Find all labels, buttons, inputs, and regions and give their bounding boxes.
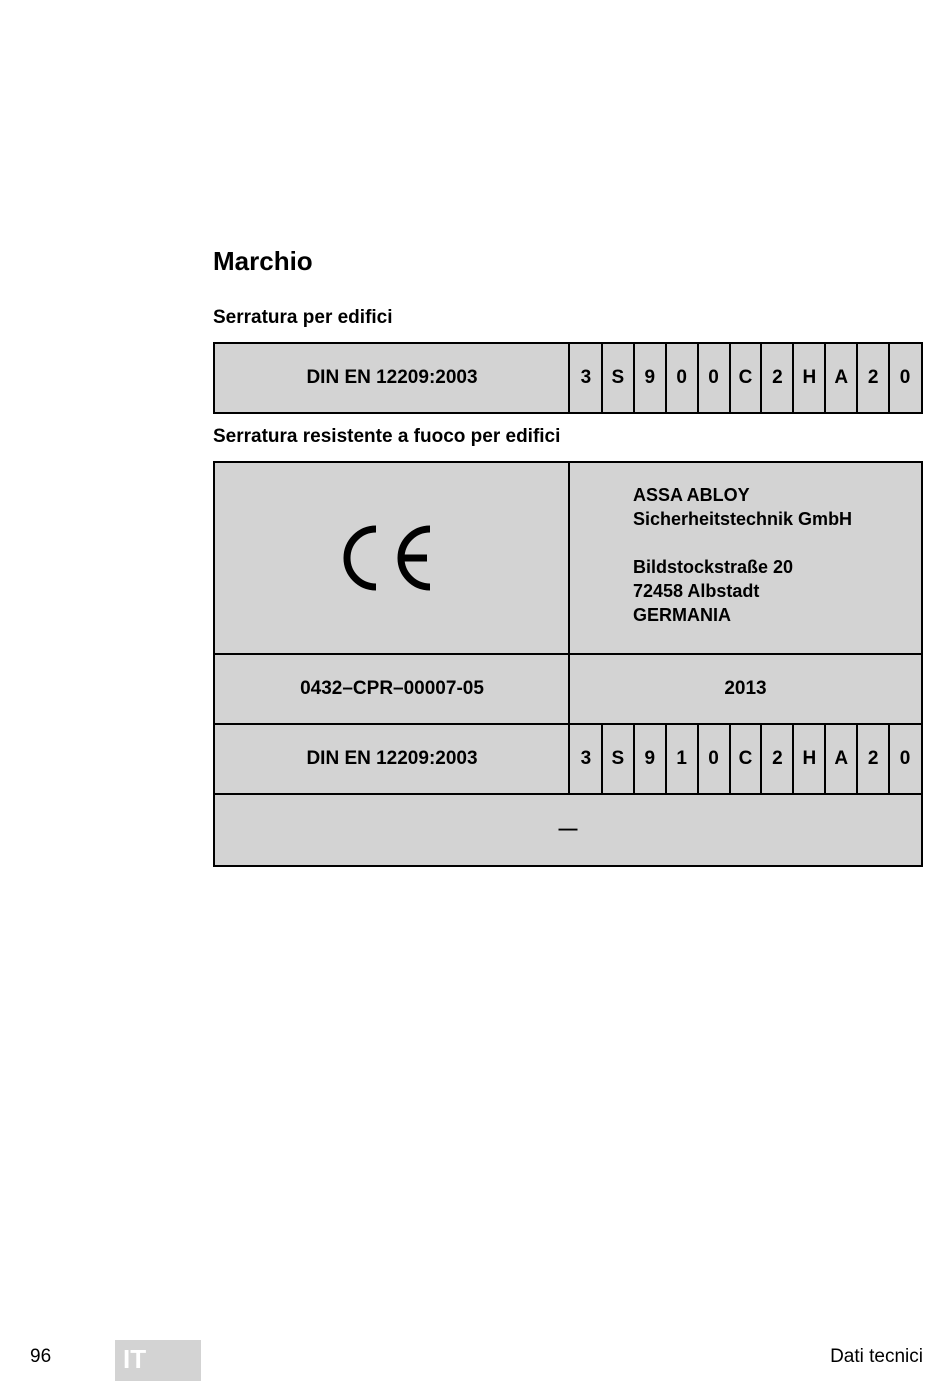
- code-digit: C: [738, 367, 753, 388]
- classification-code: [570, 344, 921, 412]
- code-divider: [824, 344, 826, 412]
- code-divider: [760, 344, 762, 412]
- code-digit: 2: [867, 748, 879, 769]
- page-title: Marchio: [213, 246, 313, 276]
- code-divider: [601, 725, 603, 793]
- code-divider: [665, 725, 667, 793]
- note-row: —: [558, 819, 578, 840]
- standard-label: DIN EN 12209:2003: [306, 748, 478, 769]
- certificate-number: 0432–CPR–00007-05: [300, 678, 484, 699]
- year: 2013: [724, 678, 767, 699]
- section-name: Dati tecnici: [830, 1346, 923, 1367]
- code-digit: H: [802, 748, 817, 769]
- code-divider: [601, 344, 603, 412]
- code-digit: 3: [580, 367, 592, 388]
- code-divider: [697, 344, 699, 412]
- code-divider: [792, 344, 794, 412]
- code-divider: [665, 344, 667, 412]
- classification-table-2: [213, 461, 923, 867]
- code-divider: [856, 725, 858, 793]
- ce-mark: [215, 463, 569, 653]
- language-badge: [115, 1340, 201, 1381]
- code-digit: 0: [899, 748, 911, 769]
- code-digit: 2: [772, 367, 783, 388]
- code-digit: C: [738, 748, 753, 769]
- manufacturer-city: 72458 Albstadt: [633, 581, 760, 601]
- code-digit: 0: [899, 367, 911, 388]
- code-digit: A: [834, 367, 849, 388]
- code-divider: [856, 344, 858, 412]
- code-digit: 0: [708, 748, 719, 769]
- code-divider: [729, 725, 731, 793]
- code-divider: [729, 344, 731, 412]
- code-digit: 2: [867, 367, 879, 388]
- code-divider: [888, 344, 890, 412]
- ce-mark-icon: [342, 523, 442, 593]
- classification-table-1: [213, 342, 923, 414]
- manufacturer-name-2: Sicherheitstechnik GmbH: [633, 509, 853, 529]
- code-divider: [633, 344, 635, 412]
- section-title-fire-resistant-lock: Serratura resistente a fuoco per edifici: [213, 426, 561, 447]
- code-digit: S: [611, 367, 625, 388]
- code-digit: 2: [772, 748, 783, 769]
- classification-code: [570, 725, 921, 793]
- code-divider: [792, 725, 794, 793]
- manufacturer-country: GERMANIA: [633, 605, 731, 625]
- code-divider: [760, 725, 762, 793]
- code-digit: S: [611, 748, 625, 769]
- code-divider: [633, 725, 635, 793]
- manufacturer-name: ASSA ABLOY: [633, 485, 750, 505]
- code-digit: A: [834, 748, 849, 769]
- manufacturer-address: [633, 483, 852, 627]
- code-digit: 0: [708, 367, 719, 388]
- code-digit: 3: [580, 748, 592, 769]
- section-title-building-lock: Serratura per edifici: [213, 307, 393, 328]
- code-digit: 9: [644, 367, 656, 388]
- language-label: IT: [123, 1344, 147, 1374]
- code-digit: 0: [676, 367, 687, 388]
- code-divider: [824, 725, 826, 793]
- code-divider: [697, 725, 699, 793]
- page-number: 96: [30, 1346, 52, 1367]
- code-digit: 1: [676, 748, 687, 769]
- code-digit: 9: [644, 748, 656, 769]
- code-digit: H: [802, 367, 817, 388]
- standard-label: DIN EN 12209:2003: [306, 367, 478, 388]
- manufacturer-street: Bildstockstraße 20: [633, 557, 794, 577]
- code-divider: [888, 725, 890, 793]
